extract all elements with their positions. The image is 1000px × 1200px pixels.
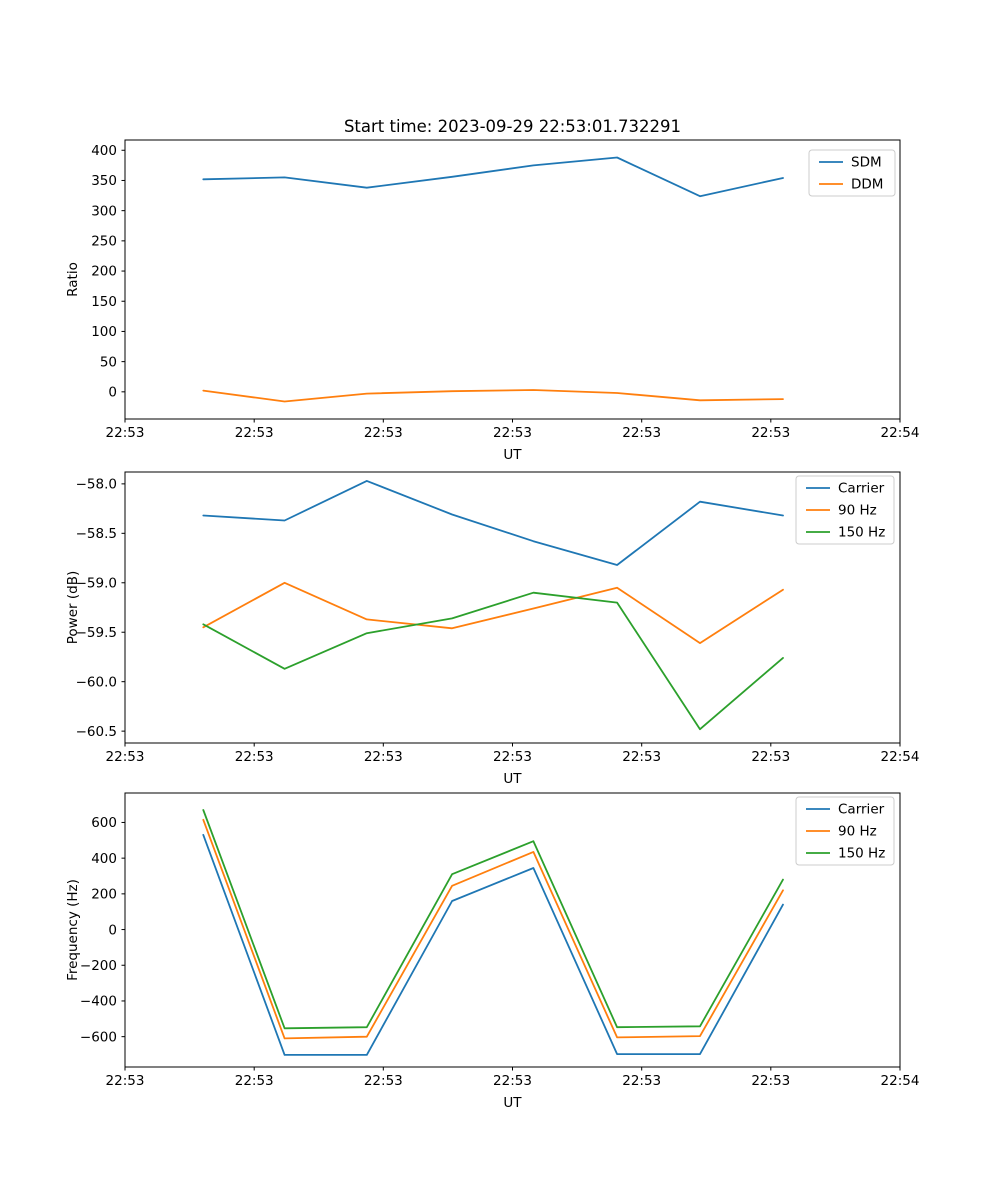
- legend-label: 150 Hz: [838, 524, 886, 541]
- x-tick-label: 22:53: [751, 749, 791, 765]
- x-tick-label: 22:53: [363, 425, 403, 441]
- legend: [796, 476, 894, 544]
- x-tick-label: 22:53: [234, 749, 274, 765]
- x-tick-label: 22:53: [105, 749, 145, 765]
- y-tick-label: 300: [91, 203, 117, 220]
- y-tick-label: 200: [91, 263, 117, 280]
- legend-label: Carrier: [838, 480, 885, 497]
- series-line-150-hz: [203, 810, 783, 1028]
- legend-label: SDM: [851, 154, 882, 171]
- x-axis-label: UT: [503, 1095, 522, 1111]
- axes-frame: [125, 140, 900, 419]
- subplot-ratio: [65, 140, 919, 463]
- x-tick-label: 22:54: [880, 1073, 920, 1089]
- legend: [809, 150, 895, 196]
- y-tick-label: −60.0: [75, 674, 117, 691]
- y-tick-label: −200: [79, 957, 117, 974]
- x-tick-label: 22:53: [493, 425, 532, 441]
- y-tick-label: −600: [79, 1029, 117, 1046]
- series-line-150-hz: [203, 593, 783, 730]
- subplot-power: [65, 472, 919, 787]
- y-tick-label: 600: [91, 815, 117, 832]
- y-tick-label: −60.5: [75, 723, 117, 740]
- y-tick-label: 150: [91, 293, 117, 310]
- y-tick-label: 250: [91, 233, 117, 250]
- x-tick-label: 22:53: [363, 1073, 403, 1089]
- legend-label: 90 Hz: [838, 823, 877, 840]
- legend-label: 150 Hz: [838, 845, 886, 862]
- series-line-90-hz: [203, 820, 783, 1039]
- y-tick-label: −58.0: [75, 476, 117, 493]
- y-tick-label: 100: [91, 324, 117, 341]
- series-line-sdm: [203, 158, 783, 197]
- x-tick-label: 22:53: [105, 1073, 145, 1089]
- y-axis-label: Frequency (Hz): [65, 879, 81, 981]
- axes-frame: [125, 793, 900, 1067]
- y-tick-label: 200: [91, 886, 117, 903]
- y-tick-label: 400: [91, 142, 117, 159]
- y-tick-label: 400: [91, 850, 117, 867]
- y-tick-label: −400: [79, 993, 117, 1010]
- x-tick-label: 22:53: [622, 1073, 662, 1089]
- subplot-frequency: [65, 793, 919, 1111]
- figure-title: Start time: 2023-09-29 22:53:01.732291: [343, 117, 682, 136]
- y-tick-label: 0: [108, 384, 117, 401]
- y-tick-label: −58.5: [75, 526, 117, 543]
- x-tick-label: 22:53: [622, 425, 662, 441]
- x-tick-label: 22:53: [493, 1073, 532, 1089]
- y-tick-label: −59.0: [75, 575, 117, 592]
- y-axis-label: Power (dB): [65, 570, 81, 645]
- x-tick-label: 22:53: [751, 1073, 791, 1089]
- series-line-90-hz: [203, 583, 783, 643]
- x-axis-label: UT: [503, 447, 522, 463]
- x-tick-label: 22:53: [622, 749, 662, 765]
- series-line-ddm: [203, 390, 783, 402]
- legend-label: 90 Hz: [838, 502, 877, 519]
- x-tick-label: 22:54: [880, 425, 920, 441]
- x-tick-label: 22:53: [234, 425, 274, 441]
- series-line-carrier: [203, 481, 783, 565]
- legend-label: Carrier: [838, 801, 885, 818]
- y-tick-label: −59.5: [75, 624, 117, 641]
- y-axis-label: Ratio: [65, 262, 81, 297]
- x-tick-label: 22:53: [751, 425, 791, 441]
- x-tick-label: 22:54: [880, 749, 920, 765]
- legend: [796, 797, 894, 865]
- x-tick-label: 22:53: [493, 749, 532, 765]
- legend-label: DDM: [851, 176, 884, 193]
- x-axis-label: UT: [503, 771, 522, 787]
- y-tick-label: 0: [108, 922, 117, 939]
- x-tick-label: 22:53: [363, 749, 403, 765]
- x-tick-label: 22:53: [234, 1073, 274, 1089]
- x-tick-label: 22:53: [105, 425, 145, 441]
- y-tick-label: 350: [91, 173, 117, 190]
- y-tick-label: 50: [99, 354, 117, 371]
